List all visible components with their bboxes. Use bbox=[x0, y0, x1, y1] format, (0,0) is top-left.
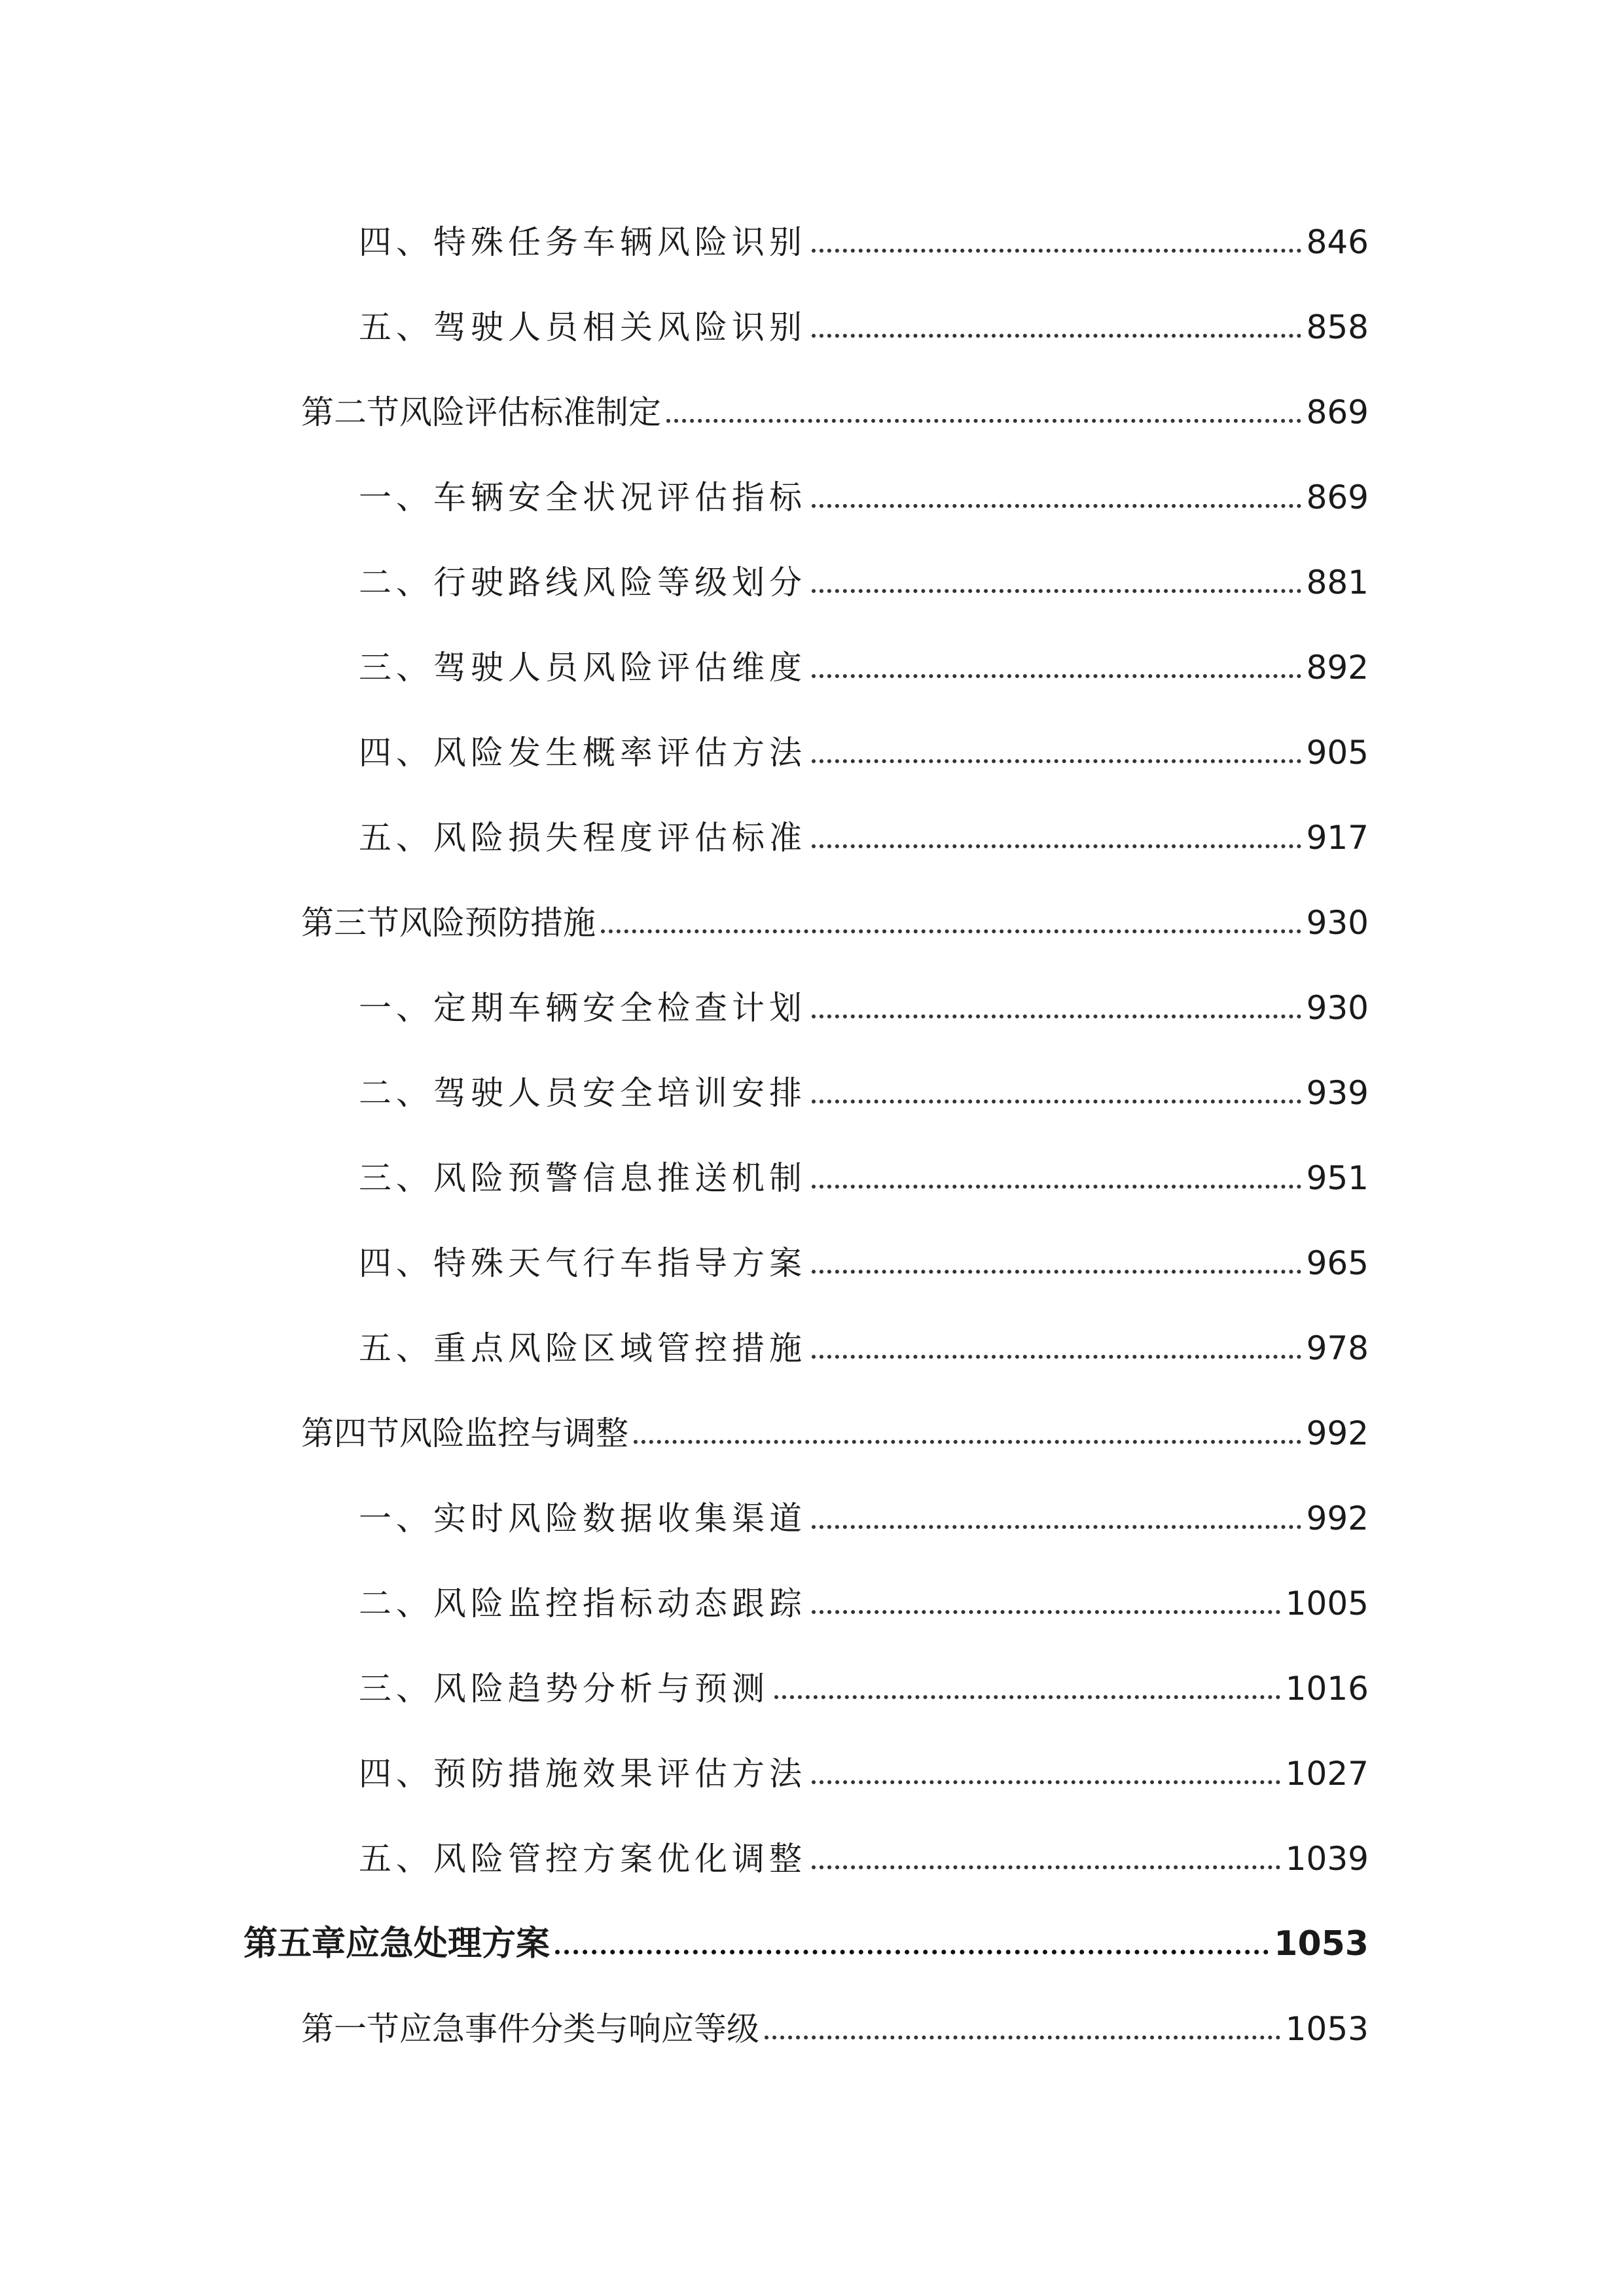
dot-leader bbox=[601, 929, 1301, 933]
toc-entry[interactable] bbox=[301, 890, 1369, 942]
toc-entry-title: 二、行驶路线风险等级划分 bbox=[359, 564, 806, 601]
toc-entry-title: 二、驾驶人员安全培训安排 bbox=[359, 1074, 806, 1112]
toc-entry[interactable] bbox=[359, 720, 1369, 772]
toc-entry-page-number: 858 bbox=[1306, 308, 1369, 346]
toc-entry[interactable] bbox=[359, 295, 1369, 347]
toc-entry-title: 五、风险管控方案优化调整 bbox=[359, 1840, 806, 1878]
toc-entry-title: 二、风险监控指标动态跟踪 bbox=[359, 1585, 806, 1623]
toc-entry-title: 一、实时风险数据收集渠道 bbox=[359, 1499, 806, 1537]
toc-entry-title: 四、预防措施效果评估方法 bbox=[359, 1755, 806, 1793]
toc-entry[interactable] bbox=[359, 1316, 1369, 1368]
toc-entry-title: 五、风险损失程度评估标准 bbox=[359, 819, 806, 857]
toc-entry[interactable] bbox=[359, 1656, 1369, 1708]
dot-leader bbox=[812, 1014, 1301, 1018]
dot-leader bbox=[812, 504, 1301, 508]
toc-entry-title: 一、车辆安全状况评估指标 bbox=[359, 478, 806, 516]
dot-leader bbox=[812, 1780, 1280, 1784]
toc-entry-title: 三、风险预警信息推送机制 bbox=[359, 1159, 806, 1197]
dot-leader bbox=[812, 1185, 1301, 1189]
dot-leader bbox=[812, 844, 1301, 848]
toc-entry[interactable] bbox=[359, 550, 1369, 602]
toc-entry-title: 第二节风险评估标准制定 bbox=[301, 393, 661, 431]
toc-entry-title: 四、风险发生概率评估方法 bbox=[359, 734, 806, 772]
dot-leader bbox=[812, 1865, 1280, 1869]
dot-leader bbox=[812, 759, 1301, 763]
dot-leader bbox=[812, 1525, 1301, 1529]
toc-entry-page-number: 869 bbox=[1306, 393, 1369, 431]
toc-entry[interactable] bbox=[359, 1230, 1369, 1283]
toc-entry[interactable] bbox=[359, 209, 1369, 262]
toc-entry-title: 五、驾驶人员相关风险识别 bbox=[359, 308, 806, 346]
toc-entry-page-number: 869 bbox=[1306, 478, 1369, 516]
dot-leader bbox=[774, 1695, 1280, 1699]
dot-leader bbox=[812, 334, 1301, 338]
dot-leader bbox=[812, 674, 1301, 678]
toc-entry[interactable] bbox=[359, 805, 1369, 857]
toc-entry-title: 一、定期车辆安全检查计划 bbox=[359, 989, 806, 1027]
toc-entry-page-number: 930 bbox=[1306, 904, 1369, 942]
toc-entry-title: 五、重点风险区域管控措施 bbox=[359, 1329, 806, 1367]
toc-entry[interactable] bbox=[359, 1741, 1369, 1793]
dot-leader bbox=[666, 419, 1301, 423]
toc-entry-page-number: 1005 bbox=[1285, 1585, 1369, 1623]
toc-entry[interactable] bbox=[359, 1060, 1369, 1113]
toc-entry[interactable] bbox=[359, 1145, 1369, 1198]
toc-entry[interactable] bbox=[301, 1401, 1369, 1453]
dot-leader bbox=[765, 2036, 1280, 2039]
toc-entry-page-number: 1053 bbox=[1285, 2010, 1369, 2048]
toc-entry-page-number: 992 bbox=[1306, 1499, 1369, 1537]
toc-entry-page-number: 1027 bbox=[1285, 1755, 1369, 1793]
toc-entry-page-number: 1053 bbox=[1274, 1924, 1369, 1964]
toc-entry-title: 四、特殊任务车辆风险识别 bbox=[359, 223, 806, 261]
toc-entry-page-number: 1039 bbox=[1285, 1840, 1369, 1878]
dot-leader bbox=[555, 1950, 1269, 1954]
toc-entry[interactable] bbox=[301, 380, 1369, 432]
toc-entry-page-number: 930 bbox=[1306, 989, 1369, 1027]
toc-entry-page-number: 892 bbox=[1306, 649, 1369, 687]
toc-entry[interactable] bbox=[359, 635, 1369, 687]
dot-leader bbox=[812, 589, 1301, 593]
toc-entry-page-number: 846 bbox=[1306, 223, 1369, 261]
toc-entry[interactable] bbox=[301, 1996, 1369, 2049]
toc-entry-title: 第三节风险预防措施 bbox=[301, 904, 596, 942]
toc-entry-chapter[interactable] bbox=[244, 1911, 1369, 1964]
toc-entry-title: 四、特殊天气行车指导方案 bbox=[359, 1244, 806, 1282]
toc-entry-page-number: 1016 bbox=[1285, 1670, 1369, 1708]
toc-entry-title: 第五章应急处理方案 bbox=[244, 1924, 550, 1964]
toc-entry-title: 三、驾驶人员风险评估维度 bbox=[359, 649, 806, 687]
toc-entry-title: 三、风险趋势分析与预测 bbox=[359, 1670, 769, 1708]
dot-leader bbox=[812, 1100, 1301, 1103]
toc-entry[interactable] bbox=[359, 975, 1369, 1028]
toc-entry-page-number: 978 bbox=[1306, 1329, 1369, 1367]
dot-leader bbox=[812, 1355, 1301, 1359]
toc-entry-page-number: 881 bbox=[1306, 564, 1369, 601]
toc-entry-title: 第一节应急事件分类与响应等级 bbox=[301, 2010, 759, 2048]
toc-entry-page-number: 939 bbox=[1306, 1074, 1369, 1112]
toc-entry-page-number: 951 bbox=[1306, 1159, 1369, 1197]
toc-entry-page-number: 917 bbox=[1306, 819, 1369, 857]
toc-entry-page-number: 965 bbox=[1306, 1244, 1369, 1282]
toc-entry-page-number: 905 bbox=[1306, 734, 1369, 772]
toc-entry-title: 第四节风险监控与调整 bbox=[301, 1414, 628, 1452]
toc-entry[interactable] bbox=[359, 1486, 1369, 1538]
dot-leader bbox=[812, 1610, 1280, 1614]
toc-entry[interactable] bbox=[359, 465, 1369, 517]
toc-entry-page-number: 992 bbox=[1306, 1414, 1369, 1452]
toc-entry[interactable] bbox=[359, 1826, 1369, 1878]
dot-leader bbox=[634, 1440, 1301, 1444]
toc-entry[interactable] bbox=[359, 1571, 1369, 1623]
dot-leader bbox=[812, 249, 1301, 253]
dot-leader bbox=[812, 1270, 1301, 1274]
